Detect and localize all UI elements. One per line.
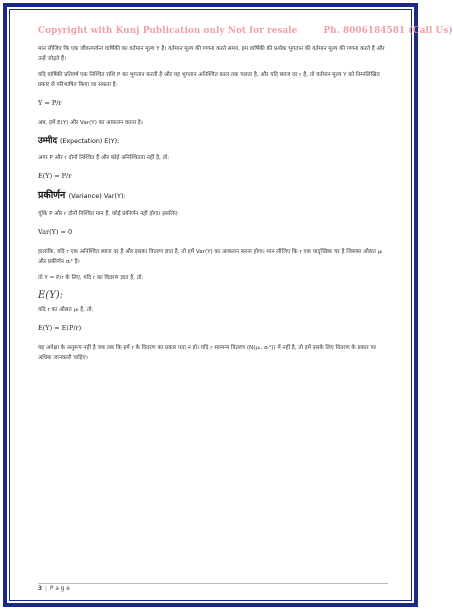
paragraph-no-variance: चूंकि P और r दोनों निश्चित मान हैं, कोई प्रकीर्णन नहीं होगा। इसलिए: [38,211,180,217]
paragraph-intro: मान लीजिए कि एक जीवनपर्यन्त वार्षिकी का वर्तमान मूल्य Y है। वर्तमान मूल्य की गणना करते समय, हम वार्षिकी की प्रत्येक भुगतान की वर्तमान मूल्य की गणना करते हैं और उन्हें जोड़ते हैं। [38,46,385,62]
heading-expectation-subtitle: (Expectation) E(Y): [59,138,120,145]
watermark-phone: Ph. 8006184581 (Call Us) [323,26,453,36]
heading-variance [38,191,390,201]
page-footer [38,586,70,592]
heading-expectation [38,136,390,147]
paragraph-distribution-note: यह अपेक्षा के अनुरूप नहीं है जब तक कि हमें r के वितरण का प्रकार पता न हो। यदि r सामान्य वितरण (N(μᵣ, σᵣ²)) में नहीं है, तो हमें इसके लिए वितरण के प्रकार पर अधिक जानकारी चाहिए। [38,345,376,361]
equation-expectation: E(Y) = P/r [38,172,72,180]
equation-y-definition: Y = P/r [38,99,62,107]
footer-divider [38,583,388,584]
equation-variance-zero: Var(Y) = 0 [38,228,73,236]
heading-ey: E(Y): [38,290,64,301]
heading-variance-title: प्रकीर्णन [38,190,66,201]
page-label: P a g e [50,586,70,592]
paragraph-task: अब, हमें E(Y) और Var(Y) का आकलन करना है। [38,120,143,126]
copyright-watermark [38,26,453,36]
heading-variance-subtitle: (Variance) Var(Y): [68,192,126,200]
page-number: 3 [38,586,43,592]
paragraph-random-rate: हालांकि, यदि r एक अनिश्चित ब्याज दर है और इसका वितरण ज्ञात है, तो हमें Var(Y) का आकलन करना होगा। मान लीजिए कि r एक यादृच्छिक चर है जिसका औसत μᵣ और प्रकीर्णन σᵣ² है। [38,249,383,265]
heading-expectation-title: उम्मीद [38,136,57,146]
paragraph-definition: यदि वार्षिकी प्रतिवर्ष एक निश्चित राशि P का भुगतान करती है और यह भुगतान अनिश्चित काल तक चलता है, और यदि ब्याज दर r है, तो वर्तमान मूल्य Y को निम्नलिखित प्रकार से परिभाषित किया जा सकता है: [38,72,380,88]
footer-separator: | [45,586,47,592]
equation-ey-expansion: E(Y) = E(P/r) [38,324,82,332]
paragraph-distribution-known: तो Y = P/r के लिए, यदि r का वितरण ज्ञात है, तो: [38,275,144,281]
paragraph-mean: यदि r का औसत μᵣ है, तो: [38,307,94,313]
document-body [38,44,390,369]
watermark-text: Copyright with Kunj Publication only Not for resale [38,26,298,36]
paragraph-fixed-values: अगर P और r दोनों निश्चित हैं और कोई अनिश्चितता नहीं है, तो: [38,155,170,161]
